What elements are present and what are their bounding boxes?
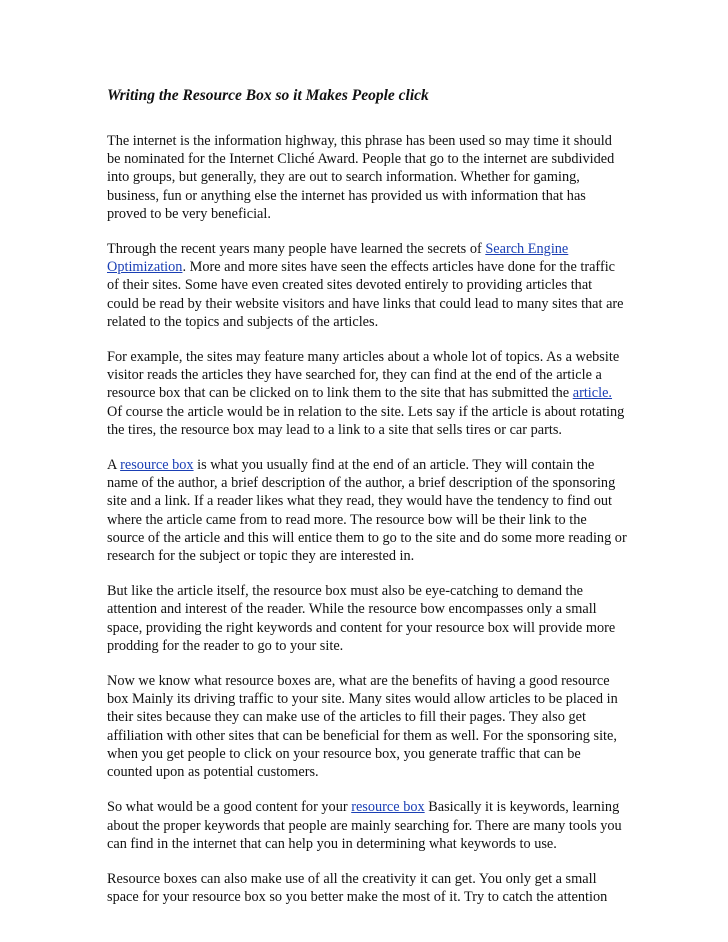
paragraph-7-text-end: Basically it is keywords, learning about the proper keywords that people are mainly searching for. There are many tools you can find in the internet that can help you in determining what keywords to use.: [107, 799, 622, 852]
paragraph-3: [107, 348, 627, 439]
paragraph-3-text-end: Of course the article would be in relation to the site. Lets say if the article is about rotating the tires, the resource box may lead to a link to a site that sells tires or car parts.: [107, 403, 625, 438]
paragraph-1: The internet is the information highway, this phrase has been used so may time it should be nominated for the Internet Cliché Award. People that go to the internet are subdivided into groups, but generally, they are out to search information. Whether for gaming, business, fun or anything else the internet has provided us with information that has proved to be very beneficial.: [107, 133, 615, 222]
paragraph-4: [107, 456, 627, 565]
paragraph-4-text-end: is what you usually find at the end of an article. They will contain the name of the author, a brief description of the author, a brief description of the sponsoring site and a link. If a reader likes what they read, they would have the tendency to find out where the article came from to read more. The resource bow will be their link to the source of the article and this will entice them to go to the site and do some more reading or research for the subject or topic they are interested in.: [107, 457, 627, 565]
paragraph-4-text-start: A: [107, 457, 121, 474]
paragraph-5: But like the article itself, the resource box must also be eye-catching to demand the attention and interest of the reader. While the resource bow encompasses only a small space, providing the right keywords and content for your resource box will provide more prodding for the reader to go to your site.: [107, 583, 616, 654]
search-engine-optimization-link[interactable]: Search Engine Optimization: [107, 241, 569, 276]
paragraph-3-text-start: For example, the sites may feature many articles about a whole lot of topics. As a website visitor reads the articles they have searched for, they can find at the end of the article a resource box that can be clicked on to link them to the site that has submitted the: [107, 349, 620, 402]
paragraph-6: Now we know what resource boxes are, what are the benefits of having a good resource box Mainly its driving traffic to your site. Many sites would allow articles to be placed in their sites because they can make use of the articles to fill their pages. They also get affiliation with other sites that can be beneficial for them as well. For the sponsoring site, when you get people to click on your resource box, you generate traffic that can be counted upon as potential customers.: [107, 673, 618, 781]
document-page: [107, 86, 627, 923]
paragraph-2-text-end: . More and more sites have seen the effects articles have done for the traffic of their sites. Some have even created sites devoted entirely to providing articles that could be read by their website visitors and have links that could lead to many sites that are related to the topics and subjects of the articles.: [107, 259, 624, 330]
article-title: Writing the Resource Box so it Makes People click: [107, 87, 429, 104]
paragraph-7: [107, 798, 627, 853]
paragraph-2: [107, 240, 627, 331]
resource-box-link-2[interactable]: resource box: [351, 799, 425, 816]
resource-box-link[interactable]: resource box: [120, 457, 194, 474]
article-link[interactable]: article.: [572, 385, 613, 402]
paragraph-7-text-start: So what would be a good content for your: [107, 799, 352, 816]
paragraph-8: Resource boxes can also make use of all the creativity it can get. You only get a small space for your resource box so you better make the most of it. Try to catch the attention: [107, 870, 608, 906]
paragraph-2-text-start: Through the recent years many people have learned the secrets of: [107, 241, 486, 258]
